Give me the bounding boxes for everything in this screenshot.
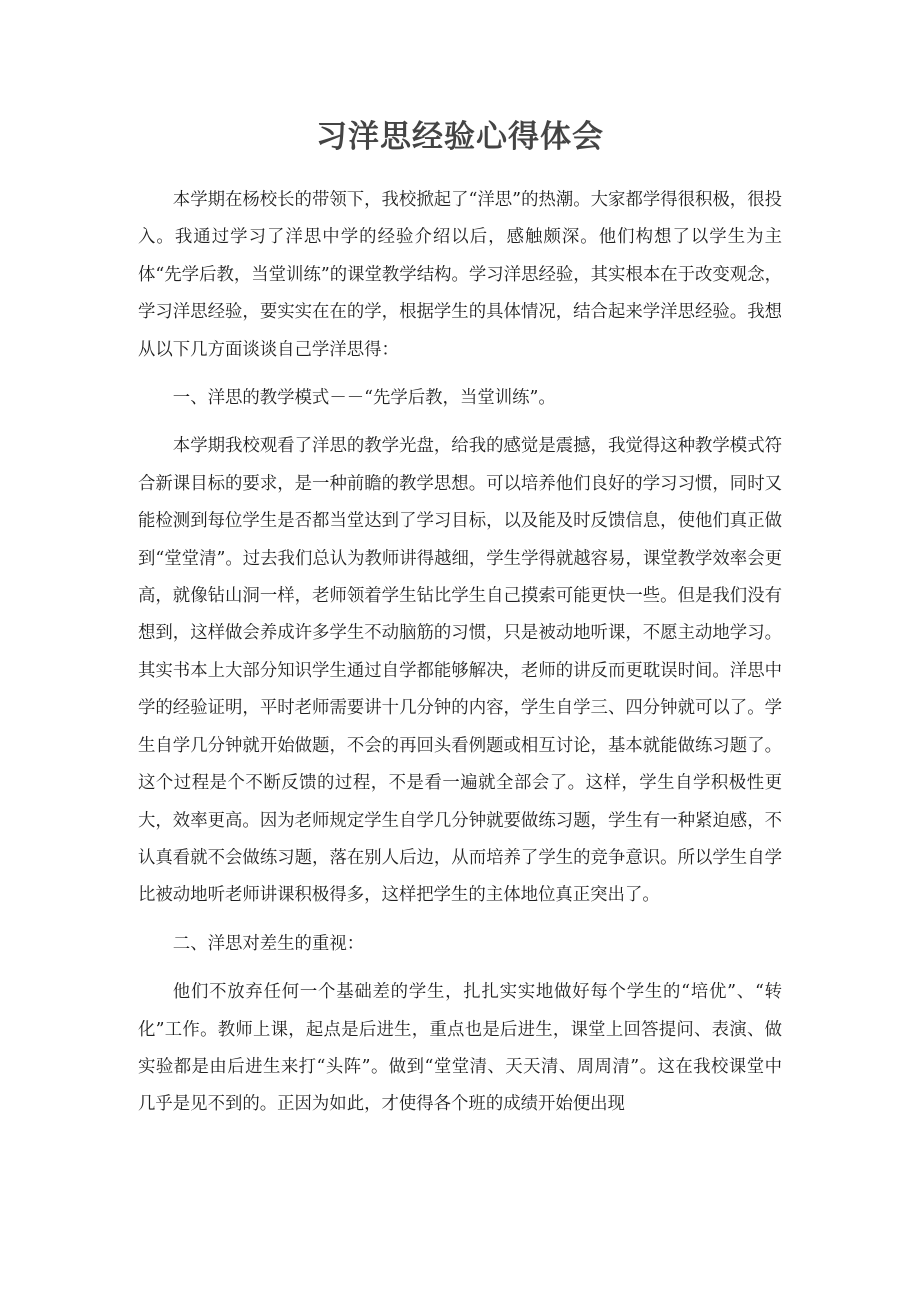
- paragraph-weak-students: 他们不放弃任何一个基础差的学生，扎扎实实地做好每个学生的“培优”、“转化”工作。教师上课，起点是后进生，重点也是后进生，课堂上回答提问、表演、做实验都是由后进生来打“头阵”。做到“堂堂清、天天清、周周清”。这在我校课堂中几乎是见不到的。正因为如此，才使得各个班的成绩开始便出现: [138, 982, 782, 1115]
- document-page: [138, 112, 782, 1135]
- paragraph-teaching-model: 本学期我校观看了洋思的教学光盘，给我的感觉是震撼，我觉得这种教学模式符合新课目标的要求，是一种前瞻的教学思想。可以培养他们良好的学习习惯，同时又能检测到每位学生是否都当堂达到了学习目标，以及能及时反馈信息，使他们真正做到“堂堂清”。过去我们总认为教师讲得越细，学生学得就越容易，课堂教学效率会更高，就像钻山洞一样，老师领着学生钻比学生自己摸索可能更快一些。但是我们没有想到，这样做会养成许多学生不动脑筋的习惯，只是被动地听课，不愿主动地学习。其实书本上大部分知识学生通过自学都能够解决，老师的讲反而更耽误时间。洋思中学的经验证明，平时老师需要讲十几分钟的内容，学生自学三、四分钟就可以了。学生自学几分钟就开始做题，不会的再回头看例题或相互讨论，基本就能做练习题了。这个过程是个不断反馈的过程，不是看一遍就全部会了。这样，学生自学积极性更大，效率更高。因为老师规定学生自学几分钟就要做练习题，学生有一种紧迫感，不认真看就不会做练习题，落在别人后边，从而培养了学生的竞争意识。所以学生自学比被动地听老师讲课积极得多，这样把学生的主体地位真正突出了。: [138, 436, 782, 906]
- document-title: 习洋思经验心得体会: [316, 119, 604, 155]
- section-heading-2: 二、洋思对差生的重视：: [172, 933, 365, 954]
- section-heading-1: 一、洋思的教学模式－－“先学后教，当堂训练”。: [172, 388, 556, 409]
- paragraph-intro: 本学期在杨校长的带领下，我校掀起了“洋思”的热潮。大家都学得很积极，很投入。我通过学习了洋思中学的经验介绍以后，感触颇深。他们构想了以学生为主体“先学后教，当堂训练”的课堂教学结构。学习洋思经验，其实根本在于改变观念，学习洋思经验，要实实在在的学，根据学生的具体情况，结合起来学洋思经验。我想从以下几方面谈谈自己学洋思得：: [138, 190, 782, 360]
